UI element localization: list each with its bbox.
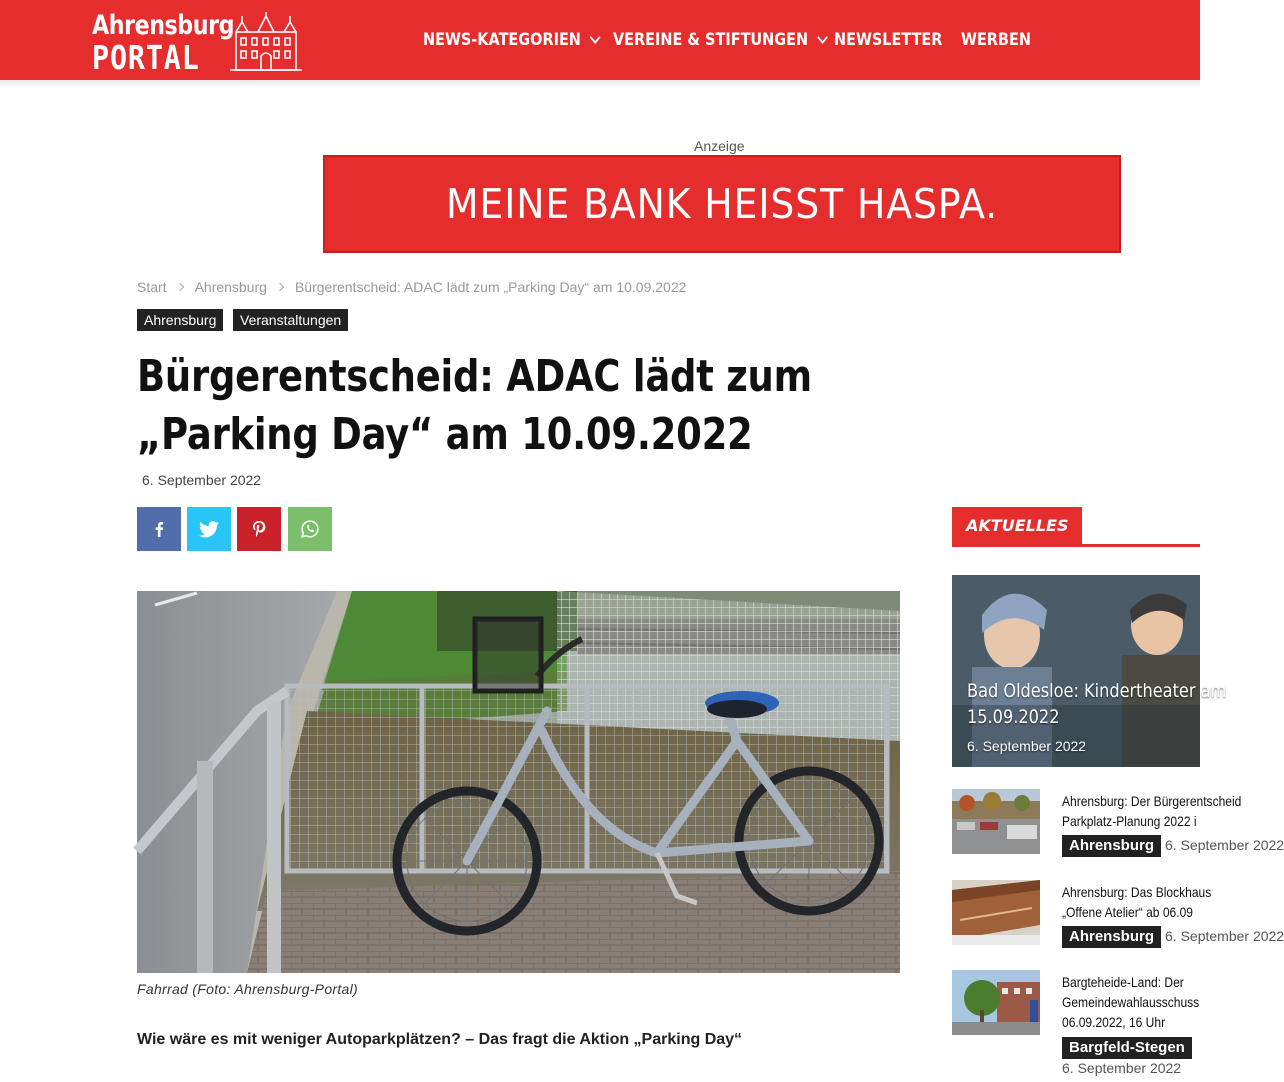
sidebar-post-tag[interactable]: Ahrensburg [1062, 835, 1161, 857]
sidebar-post-date: 6. September 2022 [1062, 1060, 1182, 1076]
share-twitter-button[interactable] [187, 507, 231, 551]
nav-werben[interactable] [961, 30, 1031, 50]
article-lead: Wie wäre es mit weniger Autoparkplätzen? – Das fragt die Aktion „Parking Day“ [137, 1031, 743, 1048]
sidebar-post-thumbnail[interactable] [952, 789, 1040, 854]
sidebar-featured-title: Bad Oldesloe: Kindertheater am 15.09.2022 [967, 680, 1227, 728]
chevron-down-icon [590, 31, 601, 44]
share-facebook-button[interactable] [137, 507, 181, 551]
share-whatsapp-button[interactable] [288, 507, 332, 551]
sidebar-post-title-line: Gemeindewahlausschuss [1062, 994, 1200, 1010]
twitter-icon [199, 521, 219, 538]
chevron-right-icon [276, 283, 284, 291]
article-featured-image [137, 591, 900, 973]
category-tag-veranstaltungen[interactable]: Veranstaltungen [233, 309, 348, 331]
sidebar-post-title[interactable] [1062, 882, 1217, 922]
sidebar-post-date: 6. September 2022 [1165, 837, 1284, 853]
sidebar-post-tag[interactable]: Ahrensburg [1062, 926, 1161, 948]
whatsapp-icon [301, 520, 319, 538]
article-date: 6. September 2022 [142, 472, 262, 488]
breadcrumb [137, 279, 686, 295]
breadcrumb-start[interactable]: Start [137, 279, 167, 295]
sidebar-post-title-line: Ahrensburg: Das Blockhaus [1062, 884, 1212, 900]
image-caption: Fahrrad (Foto: Ahrensburg-Portal) [137, 981, 359, 997]
nav-newsletter[interactable] [834, 30, 942, 50]
sidebar-featured-post[interactable] [952, 575, 1227, 767]
breadcrumb-current: Bürgerentscheid: ADAC lädt zum „Parking Day“ am 10.09.2022 [294, 279, 687, 295]
sidebar-post [952, 880, 1284, 970]
chevron-down-icon [817, 31, 828, 44]
nav-label: NEWS-KATEGORIEN [423, 30, 581, 50]
pinterest-icon [253, 521, 265, 537]
header-shadow [0, 80, 1200, 88]
ad-text: MEINE BANK HEISST HASPA. [445, 180, 999, 228]
sidebar-post-title-line: „Offene Atelier“ ab 06.09 [1062, 904, 1193, 920]
logo-line2: PORTAL [92, 38, 200, 77]
category-tag-ahrensburg[interactable]: Ahrensburg [137, 309, 223, 331]
share-pinterest-button[interactable] [237, 507, 281, 551]
sidebar-post [952, 789, 1284, 879]
sidebar-post [952, 970, 1200, 1082]
sidebar-post-title-line: Ahrensburg: Der Bürgerentscheid [1062, 793, 1242, 809]
sidebar-post-date: 6. September 2022 [1165, 928, 1284, 944]
ad-label: Anzeige [694, 138, 745, 154]
site-logo[interactable] [90, 8, 302, 77]
sidebar-heading: AKTUELLES [952, 507, 1082, 545]
nav-label: WERBEN [961, 30, 1031, 50]
sidebar-post-title-line: Parkplatz-Planung 2022 i [1062, 813, 1197, 829]
nav-label: NEWSLETTER [834, 30, 943, 50]
building-photo [952, 970, 1040, 1035]
nav-news-kategorien[interactable] [423, 30, 599, 50]
nav-vereine-stiftungen[interactable] [613, 30, 826, 50]
sidebar-post-title-line: Bargteheide-Land: Der [1062, 974, 1184, 990]
ad-banner[interactable] [323, 155, 1121, 253]
sidebar-post-title-line: 06.09.2022, 16 Uhr [1062, 1014, 1166, 1030]
sidebar-post-thumbnail[interactable] [952, 880, 1040, 945]
sidebar-post-thumbnail[interactable] [952, 970, 1040, 1035]
site-header [0, 0, 1200, 80]
sidebar-featured-date: 6. September 2022 [967, 738, 1087, 754]
bicycle-photo [137, 591, 900, 973]
breadcrumb-ahrensburg[interactable]: Ahrensburg [194, 279, 267, 295]
sidebar-post-title[interactable] [1062, 972, 1217, 1032]
logo-line1: Ahrensburg [92, 10, 235, 41]
chevron-right-icon [175, 283, 183, 291]
castle-icon [230, 12, 302, 74]
wooden-sign-photo [952, 880, 1040, 945]
parking-lot-photo [952, 789, 1040, 854]
sidebar-post-title[interactable] [1062, 791, 1242, 831]
facebook-icon [152, 521, 166, 537]
article-title: Bürgerentscheid: ADAC lädt zum „Parking Day“ am 10.09.2022 [137, 351, 812, 460]
sidebar-post-tag[interactable]: Bargfeld-Stegen [1062, 1037, 1192, 1059]
nav-label: VEREINE & STIFTUNGEN [613, 30, 809, 50]
